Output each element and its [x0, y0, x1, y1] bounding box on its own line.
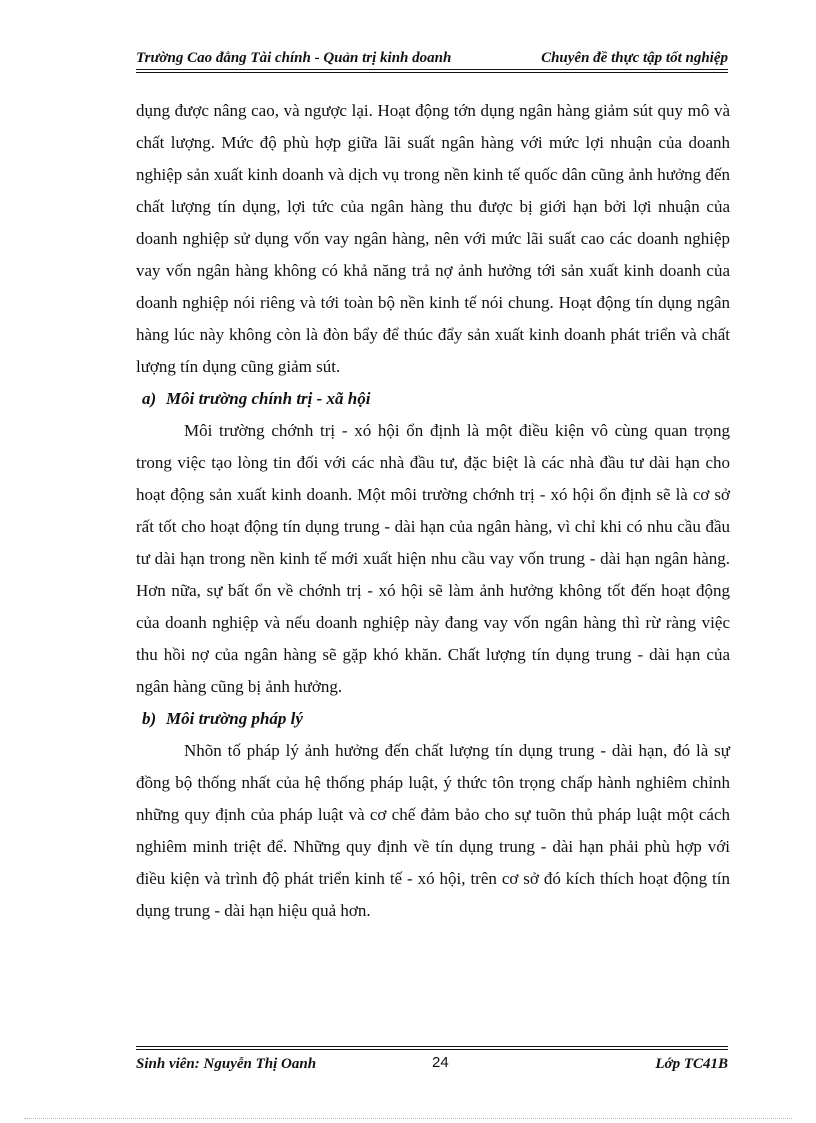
section-heading-legal: [136, 703, 730, 735]
page-bottom-divider: [24, 1118, 792, 1119]
footer-rule-double: [136, 1049, 728, 1050]
page-number: 24: [432, 1054, 449, 1071]
page-footer: [136, 1054, 728, 1078]
section-title-a: Môi trường chính trị - xã hội: [166, 389, 371, 408]
header-rule: [136, 69, 728, 70]
page-body: [136, 95, 730, 927]
footer-student-name: Sinh viên: Nguyễn Thị Oanh: [136, 1056, 317, 1072]
header-report-title: Chuyên đề thực tập tốt nghiệp: [541, 50, 728, 66]
footer-class-code: Lớp TC41B: [655, 1056, 728, 1072]
section-marker-a: a): [142, 389, 157, 408]
page-header: [136, 46, 728, 72]
header-school-name: Trường Cao đẳng Tài chính - Quản trị kinh doanh: [136, 50, 452, 66]
section-title-b: Môi trường pháp lý: [166, 709, 303, 728]
header-rule-double: [136, 72, 728, 73]
paragraph-legal-environment: Nhõn tố pháp lý ảnh hưởng đến chất lượng tín dụng trung - dài hạn, đó là sự đồng bộ thống nhất của hệ thống pháp luật, ý thức tôn trọng chấp hành nghiêm chỉnh những quy định của pháp luật và cơ chế đảm bảo cho sự tuõn thủ pháp luật một cách nghiêm minh triệt để. Những quy định về tín dụng trung - dài hạn phải phù hợp với điều kiện và trình độ phát triển kinh tế - xó hội, trên cơ sở đó kích thích hoạt động tín dụng trung - dài hạn hiệu quả hơn.: [136, 741, 730, 920]
section-heading-political: [136, 383, 730, 415]
footer-rule: [136, 1046, 728, 1047]
paragraph-political-environment: Môi trường chớnh trị - xó hội ổn định là một điều kiện vô cùng quan trọng trong việc tạo lòng tin đối với các nhà đầu tư, đặc biệt là các nhà đầu tư dài hạn cho hoạt động sản xuất kinh doanh. Một môi trường chớnh trị - xó hội ổn định sẽ là cơ sở rất tốt cho hoạt động tín dụng trung - dài hạn của ngân hàng, vì chỉ khi có nhu cầu đầu tư dài hạn trong nền kinh tế mới xuất hiện nhu cầu vay vốn trung - dài hạn ngân hàng. Hơn nữa, sự bất ổn về chớnh trị - xó hội sẽ làm ảnh hưởng không tốt đến hoạt động của doanh nghiệp và nếu doanh nghiệp này đang vay vốn ngân hàng thì rừ ràng việc thu hồi nợ của ngân hàng sẽ gặp khó khăn. Chất lượng tín dụng trung - dài hạn của ngân hàng cũng bị ảnh hưởng.: [136, 421, 730, 696]
paragraph-interest-rate: dụng được nâng cao, và ngược lại. Hoạt động tớn dụng ngân hàng giảm sút quy mô và chất lượng. Mức độ phù hợp giữa lãi suất ngân hàng với mức lợi nhuận của doanh nghiệp sản xuất kinh doanh và dịch vụ trong nền kinh tế quốc dân cũng ảnh hưởng đến chất lượng tín dụng, lợi tức của ngân hàng thu được bị giới hạn bởi lợi nhuận của doanh nghiệp sử dụng vốn vay ngân hàng, nên với mức lãi suất cao các doanh nghiệp vay vốn ngân hàng không có khả năng trả nợ ảnh hưởng tới sản xuất kinh doanh của doanh nghiệp nói riêng và tới toàn bộ nền kinh tế nói chung. Hoạt động tín dụng ngân hàng lúc này không còn là đòn bẩy để thúc đẩy sản xuất kinh doanh phát triển và chất lượng tín dụng cũng giảm sút.: [136, 101, 730, 376]
section-marker-b: b): [142, 709, 157, 728]
